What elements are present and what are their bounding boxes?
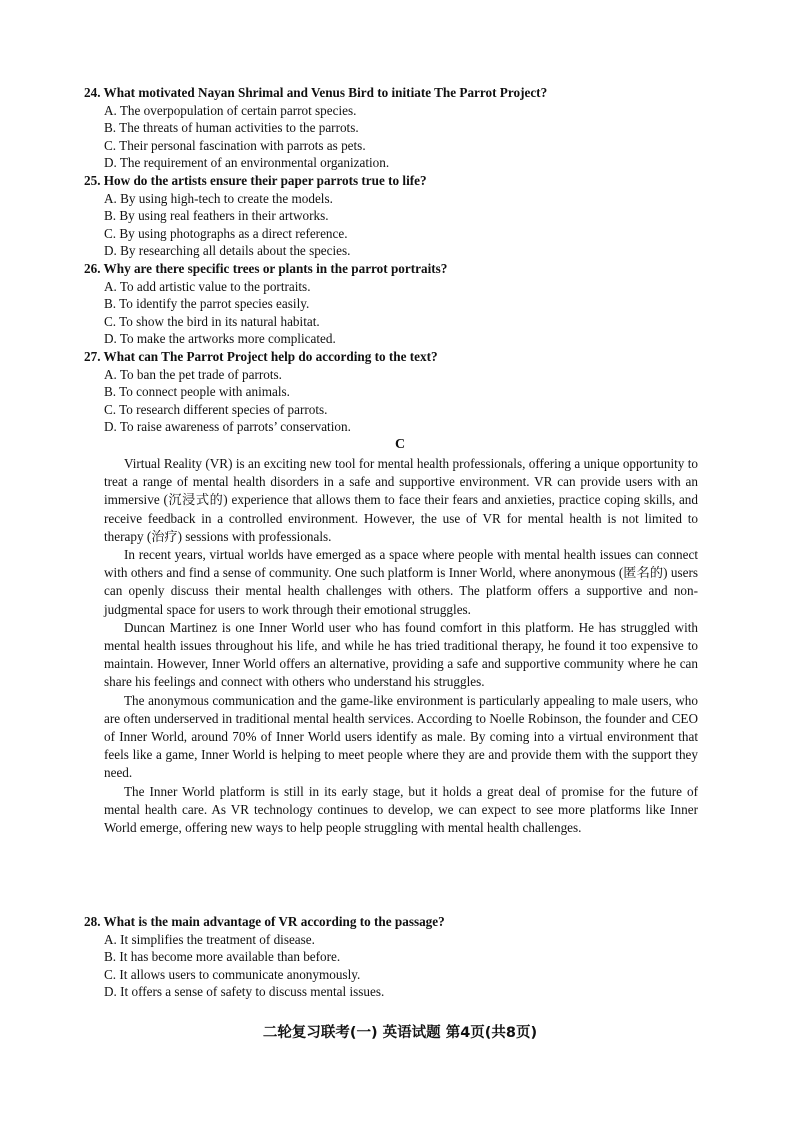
passage-paragraph: In recent years, virtual worlds have emerged as a space where people with mental health issues can connect with others and find a sense of community. One such platform is Inner World, where anonymous (匿名的) users can openly discuss their mental health challenges with others. The platform offers a supportive and non-judgmental space for users to work through their emotional struggles. <box>104 547 698 617</box>
option-b: B. To identify the parrot species easily. <box>104 296 310 311</box>
question-stem: 24. What motivated Nayan Shrimal and Venus Bird to initiate The Parrot Project? <box>84 85 548 100</box>
option-c: C. Their personal fascination with parrots as pets. <box>104 137 366 153</box>
option-b: B. To connect people with animals. <box>104 384 290 399</box>
option-d: D. To raise awareness of parrots’ conservation. <box>104 419 351 434</box>
reading-passage <box>104 455 698 837</box>
option-b: B. The threats of human activities to the parrots. <box>104 120 359 135</box>
option-c: C. To research different species of parrots. <box>104 401 328 417</box>
question-25 <box>84 172 724 260</box>
question-26 <box>84 260 724 348</box>
option-d: D. The requirement of an environmental organization. <box>104 155 390 170</box>
passage-paragraph: The Inner World platform is still in its early stage, but it holds a great deal of promise for the future of mental health care. As VR technology continues to develop, we can expect to see more platforms like Inner World emerge, offering new ways to help people struggling with mental health challenges. <box>104 783 698 836</box>
option-d: D. To make the artworks more complicated. <box>104 331 336 346</box>
question-stem: 27. What can The Parrot Project help do according to the text? <box>84 349 438 364</box>
option-a: A. The overpopulation of certain parrot species. <box>104 102 357 118</box>
question-stem: 25. How do the artists ensure their paper parrots true to life? <box>84 173 427 188</box>
option-c: C. To show the bird in its natural habitat. <box>104 313 320 329</box>
option-b: B. It has become more available than before. <box>104 949 341 964</box>
option-b: B. By using real feathers in their artworks. <box>104 208 329 223</box>
passage-paragraph: The anonymous communication and the game-like environment is particularly appealing to male users, who are often underserved in traditional mental health services. According to Noelle Robinson, the founder and CEO of Inner World, around 70% of Inner World users identify as male. By coming into a virtual environment that feels like a game, Inner World is helping to meet people where they are and provide them with the support they need. <box>104 692 698 781</box>
question-27 <box>84 348 724 436</box>
question-28 <box>84 913 724 1001</box>
option-d: D. It offers a sense of safety to discuss mental issues. <box>104 984 385 999</box>
option-a: A. To add artistic value to the portraits. <box>104 278 311 294</box>
passage-paragraph: Duncan Martinez is one Inner World user who has found comfort in this platform. He has struggled with mental health issues throughout his life, and while he has tried traditional therapy, he found it too expensive to maintain. However, Inner World offers an alternative, providing a safe and supportive community where he can share his feelings and connect with others who understand his struggles. <box>104 619 698 690</box>
option-a: A. It simplifies the treatment of disease. <box>104 931 315 947</box>
section-heading: C <box>394 437 406 452</box>
option-c: C. It allows users to communicate anonymously. <box>104 966 361 982</box>
question-stem: 28. What is the main advantage of VR according to the passage? <box>84 914 445 929</box>
passage-paragraph: Virtual Reality (VR) is an exciting new tool for mental health professionals, offering a unique opportunity to treat a range of mental health disorders in a safe and supportive environment. VR can provide users with an immersive (沉浸式的) experience that allows them to face their fears and anxieties, practice coping skills, and receive feedback in a controlled environment. However, the use of VR for mental health is not limited to therapy (治疗) sessions with professionals. <box>104 456 698 544</box>
option-a: A. By using high-tech to create the models. <box>104 190 333 206</box>
question-stem: 26. Why are there specific trees or plants in the parrot portraits? <box>84 261 448 276</box>
option-a: A. To ban the pet trade of parrots. <box>104 366 282 382</box>
option-c: C. By using photographs as a direct reference. <box>104 225 348 241</box>
page-footer: 二轮复习联考(一) 英语试题 第4页(共8页) <box>262 1025 538 1041</box>
question-24 <box>84 84 724 172</box>
option-d: D. By researching all details about the species. <box>104 243 351 258</box>
